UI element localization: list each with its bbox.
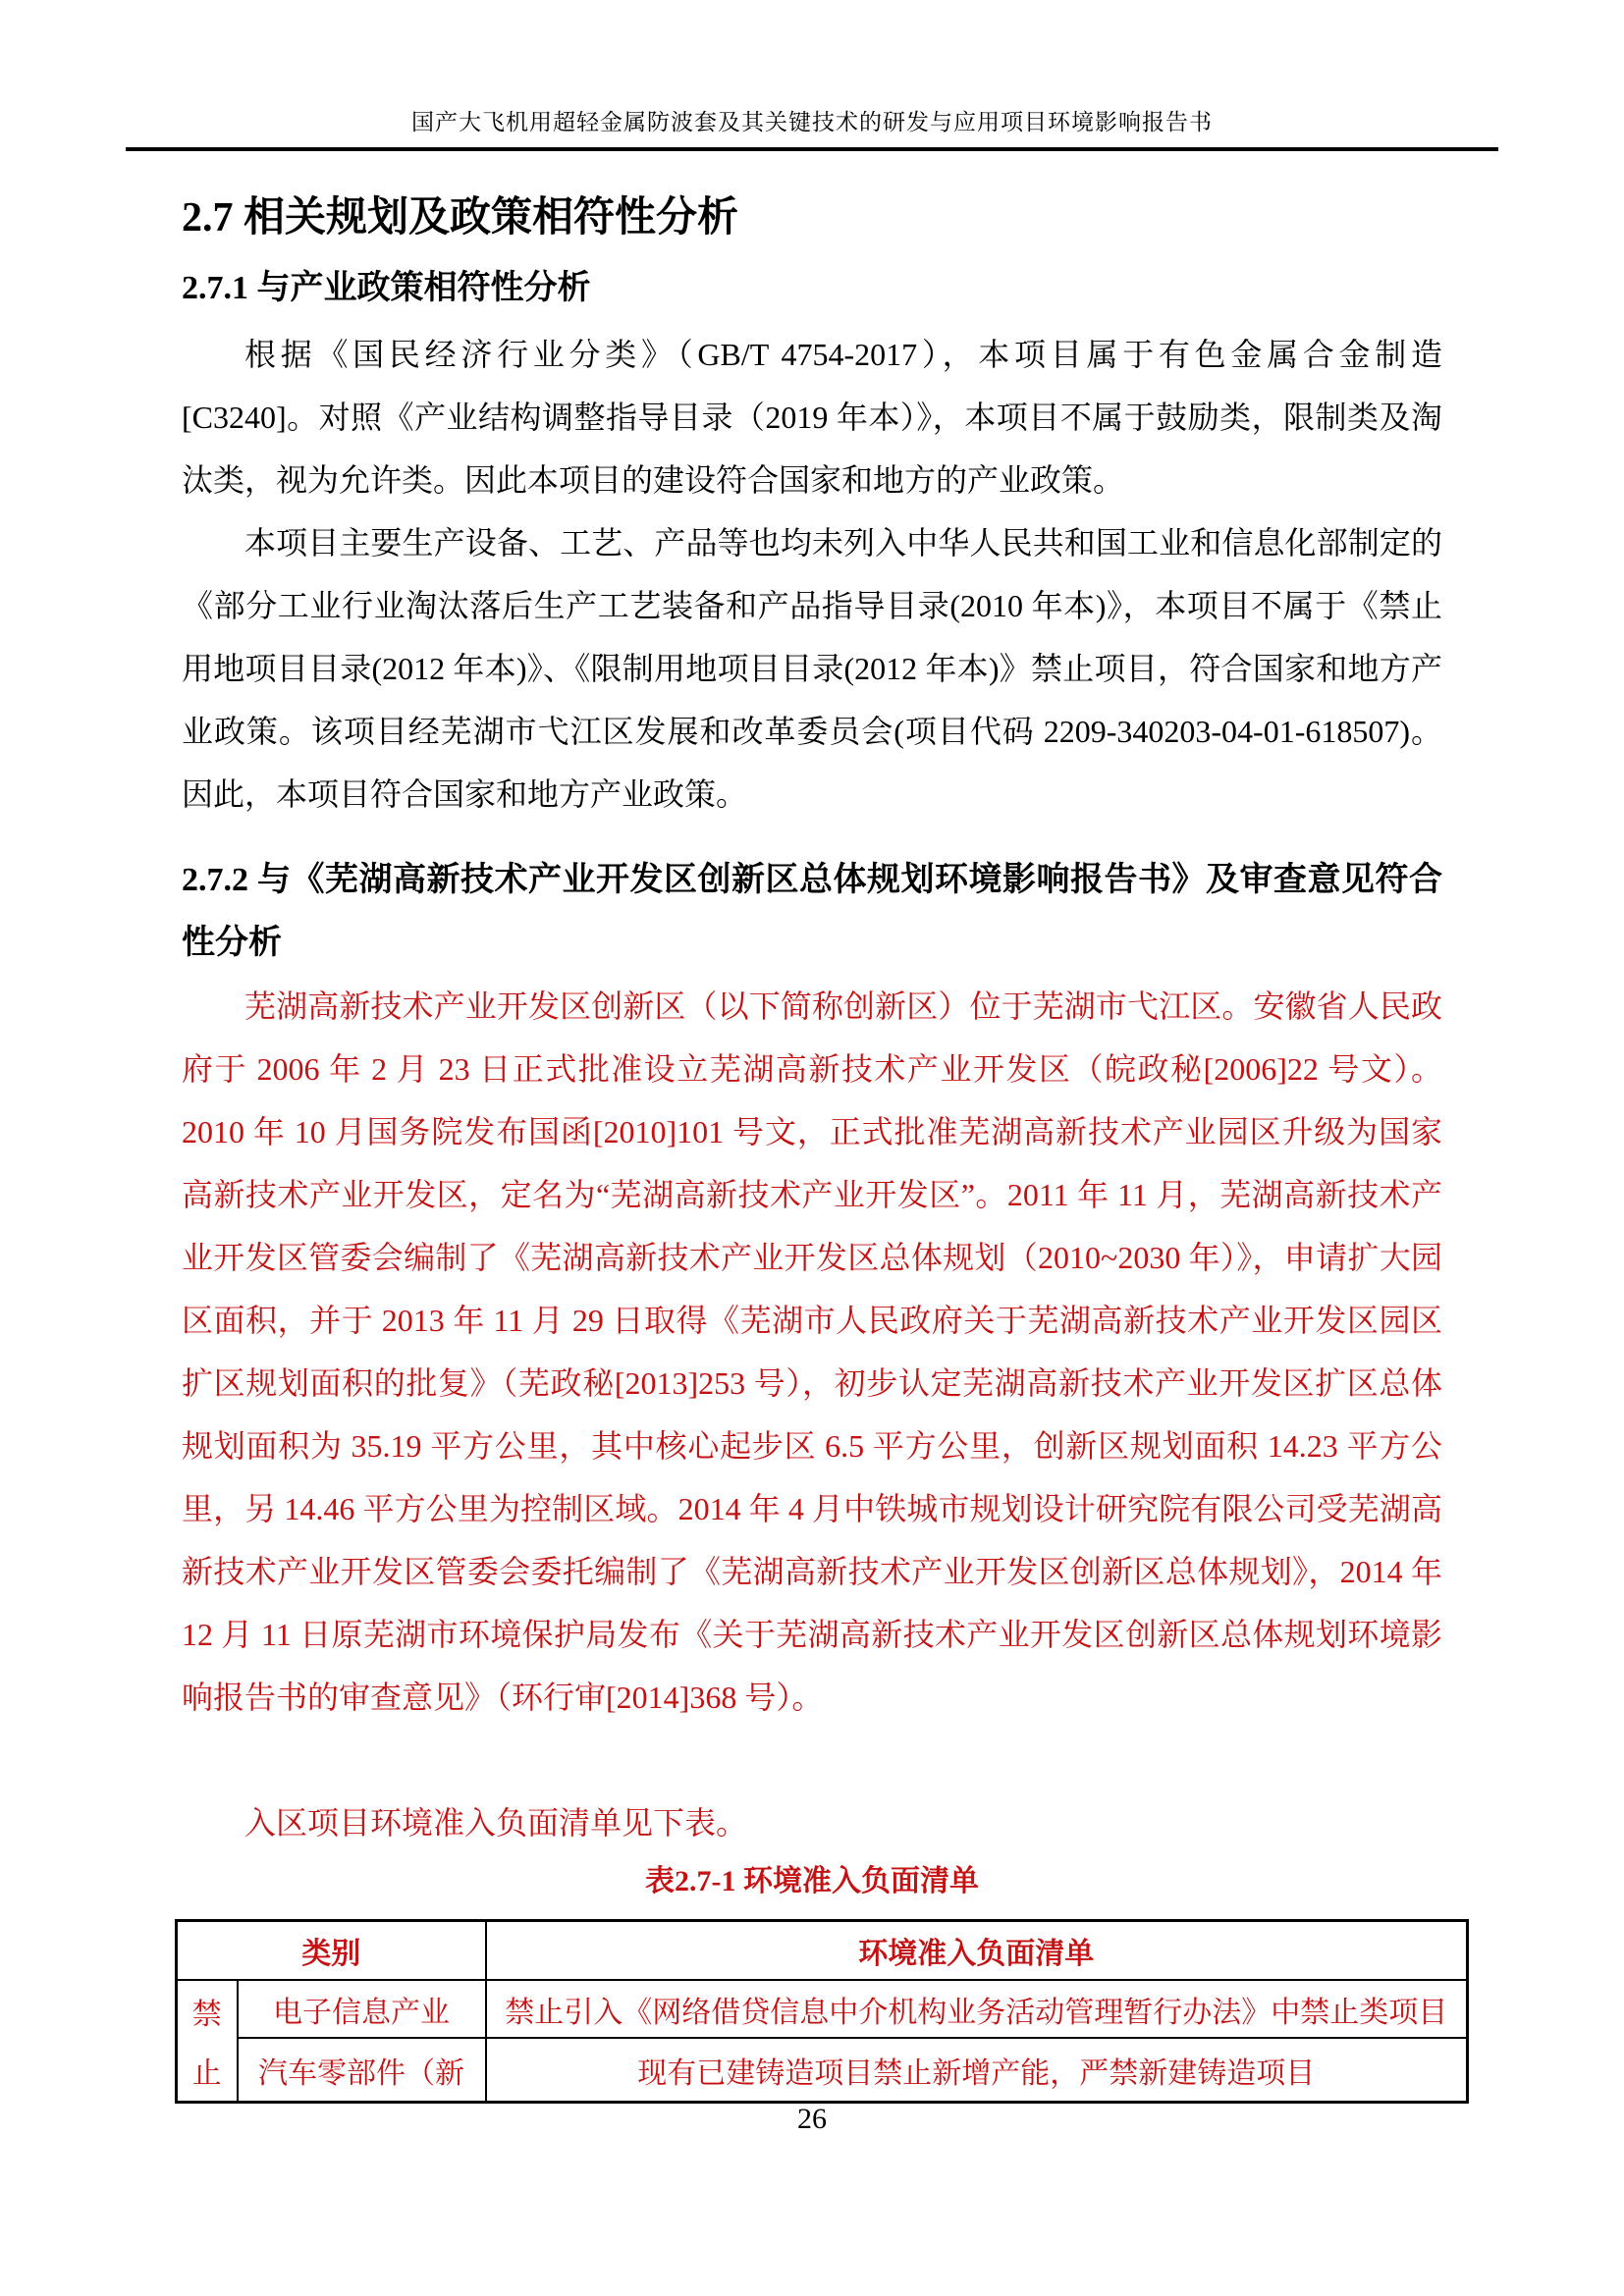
paragraph-table-lead-in: 入区项目环境准入负面清单见下表。 [244, 1805, 748, 1841]
table-cell-row-group-label [177, 1980, 238, 2103]
table-cell-category: 汽车零部件（新 [238, 2038, 486, 2103]
table-header-row [177, 1921, 1468, 1981]
subsection-heading-2-7-1: 2.7.1 与产业政策相符性分析 [182, 270, 591, 306]
table-cell-item: 现有已建铸造项目禁止新增产能，严禁新建铸造项目 [486, 2038, 1468, 2103]
table-row [177, 2038, 1468, 2103]
row-group-char-2: 止 [191, 2057, 222, 2090]
vertical-label-stack [184, 1982, 231, 2100]
table-header-negative-list: 环境准入负面清单 [486, 1921, 1468, 1981]
negative-list-table [175, 1919, 1469, 2104]
paragraph-industry-policy-2: 本项目主要生产设备、工艺、产品等也均未列入中华人民共和国工业和信息化部制定的《部分工业行业淘汰落后生产工艺装备和产品指导目录(2010 年本)》，本项目不属于《禁止用地项目目录(2012 年本)》、《限制用地项目目录(2012 年本)》禁止项目，符合国家和地方产业政策。该项目经芜湖市弋江区发展和改革委员会(项目代码 2209-340203-04-01-618507)。因此，本项目符合国家和地方产业政策。 [182, 525, 1442, 812]
table-cell-item: 禁止引入《网络借贷信息中介机构业务活动管理暂行办法》中禁止类项目 [486, 1980, 1468, 2038]
page-number: 26 [797, 2103, 827, 2135]
table-cell-category: 电子信息产业 [238, 1980, 486, 2038]
running-header-title: 国产大飞机用超轻金属防波套及其关键技术的研发与应用项目环境影响报告书 [411, 110, 1213, 134]
table-header-category: 类别 [177, 1921, 486, 1981]
table-row [177, 1980, 1468, 2038]
document-body [182, 151, 1448, 2104]
paragraph-industry-policy-1: 根据《国民经济行业分类》（GB/T 4754-2017），本项目属于有色金属合金制造[C3240]。对照《产业结构调整指导目录（2019 年本）》，本项目不属于鼓励类，限制类及淘汰类，视为允许类。因此本项目的建设符合国家和地方的产业政策。 [182, 337, 1442, 498]
section-heading-2-7: 2.7 相关规划及政策相符性分析 [182, 195, 739, 240]
paragraph-development-zone-history: 芜湖高新技术产业开发区创新区（以下简称创新区）位于芜湖市弋江区。安徽省人民政府于 2006 年 2 月 23 日正式批准设立芜湖高新技术产业开发区（皖政秘[2006]22 号文）。2010 年 10 月国务院发布国函[2010]101 号文，正式批准芜湖高新技术产业园区升级为国家高新技术产业开发区，定名为“芜湖高新技术产业开发区”。2011 年 11 月，芜湖高新技术产业开发区管委会编制了《芜湖高新技术产业开发区总体规划（2010~2030 年）》，申请扩大园区面积，并于 2013 年 11 月 29 日取得《芜湖市人民政府关于芜湖高新技术产业开发区园区扩区规划面积的批复》（芜政秘[2013]253 号），初步认定芜湖高新技术产业开发区扩区总体规划面积为 35.19 平方公里，其中核心起步区 6.5 平方公里，创新区规划面积 14.23 平方公里，另 14.46 平方公里为控制区域。2014 年 4 月中铁城市规划设计研究院有限公司受芜湖高新技术产业开发区管委会委托编制了《芜湖高新技术产业开发区创新区总体规划》，2014 年 12 月 11 日原芜湖市环境保护局发布《关于芜湖高新技术产业开发区创新区总体规划环境影响报告书的审查意见》（环行审[2014]368 号）。 [182, 988, 1442, 1715]
row-group-char-1: 禁 [191, 1999, 222, 2031]
table-caption: 表2.7-1 环境准入负面清单 [645, 1865, 979, 1897]
subsection-heading-2-7-2: 2.7.2 与《芜湖高新技术产业开发区创新区总体规划环境影响报告书》及审查意见符合性分析 [182, 862, 1442, 961]
